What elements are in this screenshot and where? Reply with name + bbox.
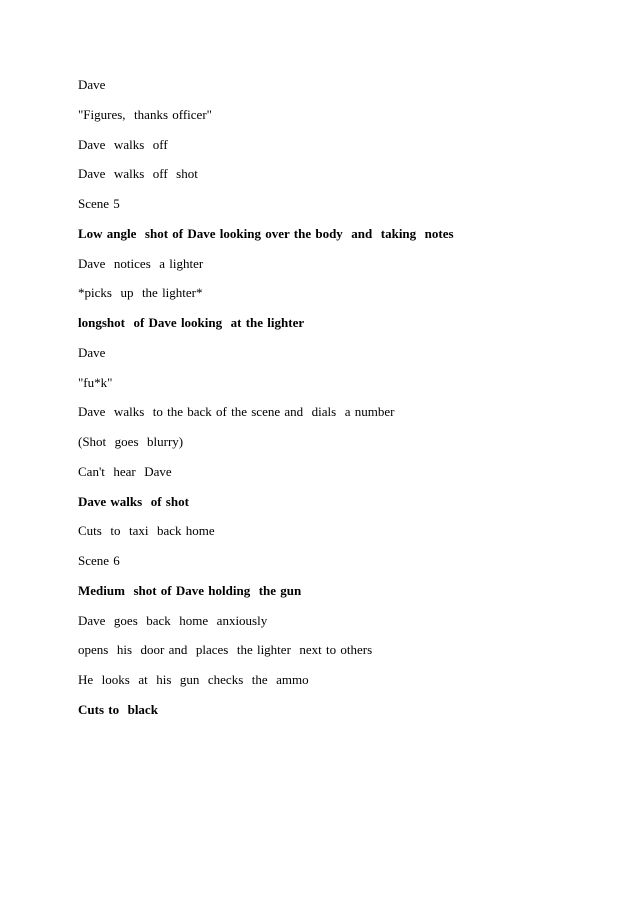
script-line: Dave notices a lighter	[78, 255, 204, 271]
script-line: Dave	[78, 344, 106, 360]
script-line: Dave	[78, 77, 106, 92]
script-line: *picks up the lighter*	[78, 285, 203, 301]
script-line: Dave walks off shot	[78, 166, 198, 182]
script-line: Dave walks off	[78, 136, 168, 152]
script-line: (Shot goes blurry)	[78, 434, 184, 449]
script-line: opens his door and places the lighter next to others	[78, 642, 373, 658]
script-line: He looks at his gun checks the ammo	[78, 672, 309, 687]
shot-direction: Cuts to black	[78, 701, 158, 717]
script-line: Dave goes back home anxiously	[78, 612, 268, 628]
scene-heading: Scene 5	[78, 196, 120, 211]
script-line: "fu*k"	[78, 374, 113, 390]
script-line: Cuts to taxi back home	[78, 523, 215, 539]
shot-direction: Medium shot of Dave holding the gun	[78, 582, 302, 598]
script-text	[78, 76, 578, 731]
shot-direction: Low angle shot of Dave looking over the body and taking notes	[78, 225, 454, 241]
script-line: Dave walks to the back of the scene and dials a number	[78, 404, 395, 420]
scene-heading: Scene 6	[78, 553, 120, 568]
script-line: "Figures, thanks officer"	[78, 106, 212, 122]
shot-direction: longshot of Dave looking at the lighter	[78, 315, 305, 330]
shot-direction: Dave walks of shot	[78, 493, 189, 509]
script-line: Can't hear Dave	[78, 463, 172, 479]
